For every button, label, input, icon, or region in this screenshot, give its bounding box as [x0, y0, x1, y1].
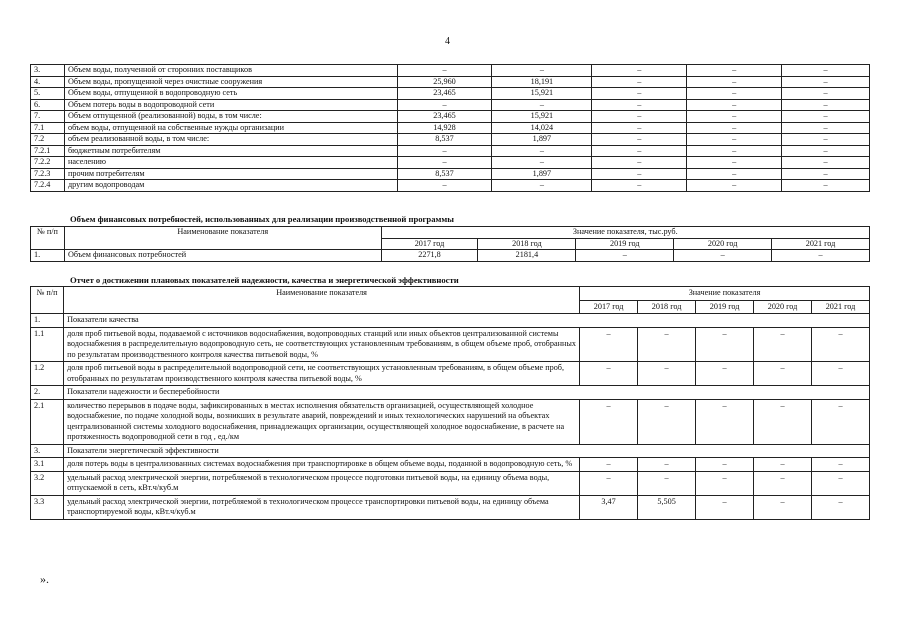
row-value: – — [592, 168, 687, 180]
row-value: – — [812, 327, 870, 362]
table-row — [31, 122, 870, 134]
row-value: – — [782, 180, 870, 192]
table-row — [31, 471, 870, 495]
row-value: – — [812, 399, 870, 444]
row-value: – — [754, 399, 812, 444]
row-value: – — [687, 180, 782, 192]
row-value: – — [492, 157, 592, 169]
row-value: – — [696, 362, 754, 386]
row-value: – — [782, 134, 870, 146]
row-value: – — [782, 76, 870, 88]
row-value: 25,960 — [397, 76, 492, 88]
row-value: – — [592, 122, 687, 134]
row-value: 8,537 — [397, 134, 492, 146]
row-number: 7.2.1 — [31, 145, 65, 157]
row-value: – — [687, 65, 782, 77]
row-value: – — [492, 65, 592, 77]
row-value: – — [754, 458, 812, 472]
row-value: 3,47 — [580, 495, 638, 519]
row-name: удельный расход электрической энергии, потребляемой в технологическом процессе транспортировки питьевой воды, на единицу объема транспортируемой воды, кВт.ч/куб.м — [64, 495, 580, 519]
table-row — [31, 250, 870, 262]
row-value: – — [696, 327, 754, 362]
row-number: 5. — [31, 88, 65, 100]
row-name: количество перерывов в подаче воды, зафиксированных в местах исполнения обязательств организацией, осуществляющей холодное водоснабжение, по подаче холодной воды, возникших в результате аварий, повреждений и иных технологических нарушений на объектах централизованной системы холодного водоснабжения, принадлежащих организации, осуществляющей холодное водоснабжение, в расчете на протяженность водопроводной сети в год , ед./км — [64, 399, 580, 444]
row-value: – — [580, 362, 638, 386]
row-value: – — [687, 88, 782, 100]
row-value: 15,921 — [492, 111, 592, 123]
finance-header-name: Наименование показателя — [64, 227, 381, 250]
row-number: 1. — [31, 250, 65, 262]
table-row — [31, 495, 870, 519]
finance-table-caption: Объем финансовых потребностей, использованных для реализации производственной программы — [70, 214, 454, 224]
row-value: – — [638, 399, 696, 444]
row-name: объем реализованной воды, в том числе: — [64, 134, 397, 146]
row-value: – — [782, 88, 870, 100]
row-value: – — [638, 327, 696, 362]
water-volume-table — [30, 64, 870, 192]
table-row — [31, 145, 870, 157]
row-value: – — [592, 111, 687, 123]
table-row — [31, 157, 870, 169]
row-number: 4. — [31, 76, 65, 88]
page-number: 4 — [445, 36, 450, 47]
year-header: 2020 год — [754, 300, 812, 314]
row-value: – — [782, 168, 870, 180]
row-value: – — [397, 65, 492, 77]
row-value: – — [397, 157, 492, 169]
table-row — [31, 76, 870, 88]
row-value: – — [812, 458, 870, 472]
report-header-value: Значение показателя — [580, 287, 870, 301]
report-header-num: № п/п — [31, 287, 64, 314]
row-number: 2.1 — [31, 399, 64, 444]
row-number: 1. — [31, 314, 64, 328]
table-row — [31, 168, 870, 180]
row-value: – — [782, 157, 870, 169]
row-value: 23,465 — [397, 88, 492, 100]
row-number: 3.3 — [31, 495, 64, 519]
row-value: 14,928 — [397, 122, 492, 134]
row-value: – — [674, 250, 772, 262]
row-value: – — [592, 180, 687, 192]
row-value: – — [754, 327, 812, 362]
row-name: другим водопроводам — [64, 180, 397, 192]
row-name: Объем воды, отпущенной в водопроводную сеть — [64, 88, 397, 100]
section-title: Показатели энергетической эффективности — [64, 444, 870, 458]
table-row — [31, 327, 870, 362]
finance-table — [30, 226, 870, 262]
row-name: доля потерь воды в централизованных системах водоснабжения при транспортировке в общем объеме воды, поданной в водопроводную сеть, % — [64, 458, 580, 472]
row-value: – — [782, 145, 870, 157]
section-row — [31, 314, 870, 328]
table-row — [31, 458, 870, 472]
row-value: – — [687, 168, 782, 180]
row-value: – — [687, 99, 782, 111]
year-header: 2020 год — [674, 238, 772, 250]
year-header: 2021 год — [772, 238, 870, 250]
table-row — [31, 180, 870, 192]
row-value: – — [592, 157, 687, 169]
table-row — [31, 111, 870, 123]
table-row — [31, 362, 870, 386]
row-value: – — [592, 65, 687, 77]
row-value: – — [397, 99, 492, 111]
row-number: 7. — [31, 111, 65, 123]
row-value: 5,505 — [638, 495, 696, 519]
section-title: Показатели качества — [64, 314, 870, 328]
row-value: – — [812, 495, 870, 519]
table-row — [31, 65, 870, 77]
report-table-caption: Отчет о достижении плановых показателей надежности, качества и энергетической эффективности — [70, 275, 459, 285]
row-value: – — [812, 362, 870, 386]
row-number: 6. — [31, 99, 65, 111]
row-value: – — [687, 111, 782, 123]
row-number: 1.2 — [31, 362, 64, 386]
year-header: 2017 год — [381, 238, 478, 250]
row-value: – — [580, 471, 638, 495]
row-value: – — [687, 122, 782, 134]
row-value: 2181,4 — [478, 250, 576, 262]
year-header: 2019 год — [576, 238, 674, 250]
row-name: объем воды, отпущенной на собственные нужды организации — [64, 122, 397, 134]
row-value: – — [592, 88, 687, 100]
row-value: – — [492, 145, 592, 157]
row-number: 2. — [31, 386, 64, 400]
row-value: – — [638, 458, 696, 472]
year-header: 2021 год — [812, 300, 870, 314]
row-number: 7.2.3 — [31, 168, 65, 180]
row-name: населению — [64, 157, 397, 169]
finance-header-num: № п/п — [31, 227, 65, 250]
row-value: – — [580, 327, 638, 362]
row-value: 1,897 — [492, 134, 592, 146]
section-title: Показатели надежности и бесперебойности — [64, 386, 870, 400]
row-value: – — [696, 471, 754, 495]
year-header: 2018 год — [638, 300, 696, 314]
row-value: – — [492, 99, 592, 111]
row-value: 23,465 — [397, 111, 492, 123]
row-value: – — [492, 180, 592, 192]
table-row — [31, 88, 870, 100]
table-row — [31, 134, 870, 146]
row-number: 7.2.4 — [31, 180, 65, 192]
row-value: – — [592, 145, 687, 157]
row-value: – — [782, 99, 870, 111]
row-name: бюджетным потребителям — [64, 145, 397, 157]
row-name: прочим потребителям — [64, 168, 397, 180]
row-value: – — [754, 495, 812, 519]
row-name: Объем отпущенной (реализованной) воды, в том числе: — [64, 111, 397, 123]
section-row — [31, 386, 870, 400]
row-value: – — [696, 399, 754, 444]
row-name: Объем воды, полученной от сторонних поставщиков — [64, 65, 397, 77]
row-value: 8,537 — [397, 168, 492, 180]
row-value: – — [397, 180, 492, 192]
row-number: 3.2 — [31, 471, 64, 495]
row-value: – — [687, 145, 782, 157]
section-row — [31, 444, 870, 458]
row-number: 3. — [31, 444, 64, 458]
row-number: 7.2.2 — [31, 157, 65, 169]
row-value: – — [687, 157, 782, 169]
row-value: – — [812, 471, 870, 495]
row-value: – — [696, 458, 754, 472]
year-header: 2019 год — [696, 300, 754, 314]
row-value: 15,921 — [492, 88, 592, 100]
row-value: – — [782, 111, 870, 123]
row-number: 3. — [31, 65, 65, 77]
row-value: – — [580, 399, 638, 444]
row-value: 18,191 — [492, 76, 592, 88]
row-name: удельный расход электрической энергии, потребляемой в технологическом процессе подготовки питьевой воды, на единицу объема воды, отпускаемой в сеть, кВт.ч/куб.м — [64, 471, 580, 495]
row-name: Объем воды, пропущенной через очистные сооружения — [64, 76, 397, 88]
row-value: – — [782, 65, 870, 77]
row-number: 1.1 — [31, 327, 64, 362]
row-value: – — [592, 99, 687, 111]
row-name: Объем потерь воды в водопроводной сети — [64, 99, 397, 111]
row-value: – — [754, 362, 812, 386]
report-header-name: Наименование показателя — [64, 287, 580, 314]
row-value: – — [592, 134, 687, 146]
row-number: 7.1 — [31, 122, 65, 134]
row-value: – — [782, 122, 870, 134]
year-header: 2017 год — [580, 300, 638, 314]
row-name: доля проб питьевой воды в распределительной водопроводной сети, не соответствующих установленным требованиям, в общем объеме проб, отобранных по результатам производственного контроля качества питьевой воды, % — [64, 362, 580, 386]
row-value: – — [638, 362, 696, 386]
row-number: 3.1 — [31, 458, 64, 472]
row-value: – — [687, 134, 782, 146]
row-value: 2271,8 — [381, 250, 478, 262]
row-value: – — [696, 495, 754, 519]
row-name: доля проб питьевой воды, подаваемой с источников водоснабжения, водопроводных станций или иных объектов централизованной системы водоснабжения в распределительную водопроводную сеть, не соответствующих установленным требованиям, в общем объеме проб, отобранных по результатам производственного контроля качества питьевой воды, % — [64, 327, 580, 362]
row-value: – — [754, 471, 812, 495]
row-value: – — [772, 250, 870, 262]
row-value: – — [687, 76, 782, 88]
row-value: – — [592, 76, 687, 88]
row-value: – — [576, 250, 674, 262]
row-value: – — [397, 145, 492, 157]
closing-quote: ». — [40, 572, 49, 586]
table-row — [31, 399, 870, 444]
row-value: 14,024 — [492, 122, 592, 134]
report-table — [30, 286, 870, 520]
row-value: 1,897 — [492, 168, 592, 180]
row-value: – — [580, 458, 638, 472]
table-row — [31, 99, 870, 111]
row-value: – — [638, 471, 696, 495]
row-number: 7.2 — [31, 134, 65, 146]
row-name: Объем финансовых потребностей — [64, 250, 381, 262]
finance-header-value: Значение показателя, тыс.руб. — [381, 227, 869, 239]
year-header: 2018 год — [478, 238, 576, 250]
